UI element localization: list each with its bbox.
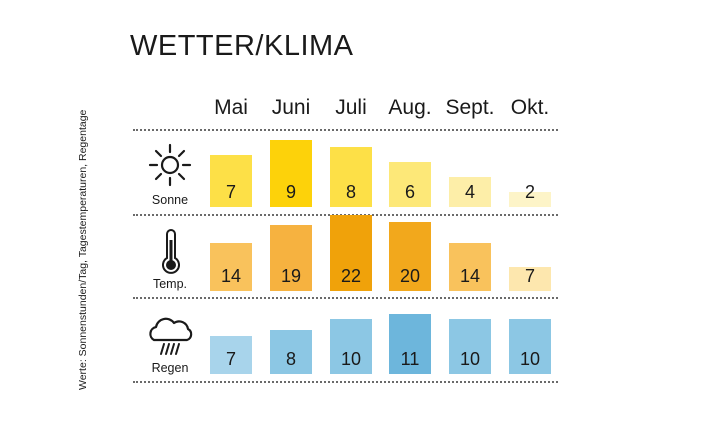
month-label: Aug. — [388, 96, 432, 119]
bar-value-label: 7 — [225, 349, 236, 369]
bar-value-label: 10 — [519, 349, 541, 369]
month-label: Mai — [214, 96, 248, 119]
bar-value-label: 10 — [340, 349, 362, 369]
row-label-sonne: Sonne — [151, 193, 189, 207]
bar-value-label: 22 — [340, 266, 362, 286]
bar-value-label: 14 — [220, 266, 242, 286]
bar-value-label: 20 — [399, 266, 421, 286]
bar-value-label: 9 — [285, 182, 296, 202]
month-label: Sept. — [445, 96, 495, 119]
bar-value-label: 7 — [524, 266, 535, 286]
chart-title: WETTER/KLIMA — [130, 30, 354, 62]
month-label: Juli — [335, 96, 367, 119]
sun-icon — [143, 141, 197, 189]
bar-value-label: 10 — [459, 349, 481, 369]
row-label-regen: Regen — [151, 361, 189, 375]
month-label: Okt. — [510, 96, 550, 119]
divider-line — [133, 297, 558, 299]
bar-value-label: 4 — [464, 182, 475, 202]
rain-cloud-icon — [142, 314, 198, 360]
bar-value-label: 7 — [225, 182, 236, 202]
divider-line — [133, 381, 558, 383]
bar-value-label: 14 — [459, 266, 481, 286]
row-label-temp: Temp. — [152, 277, 188, 291]
divider-line — [133, 129, 558, 131]
thermometer-icon — [160, 228, 182, 276]
bar-value-label: 6 — [404, 182, 415, 202]
bar-value-label: 8 — [345, 182, 356, 202]
bar-value-label: 11 — [400, 349, 420, 369]
bar-value-label: 2 — [524, 182, 535, 202]
values-note: Werte: Sonnenstunden/Tag, Tagestemperaturen, Regentage — [77, 109, 89, 390]
bar-value-label: 19 — [280, 266, 302, 286]
bar-value-label: 8 — [285, 349, 296, 369]
month-label: Juni — [271, 96, 311, 119]
